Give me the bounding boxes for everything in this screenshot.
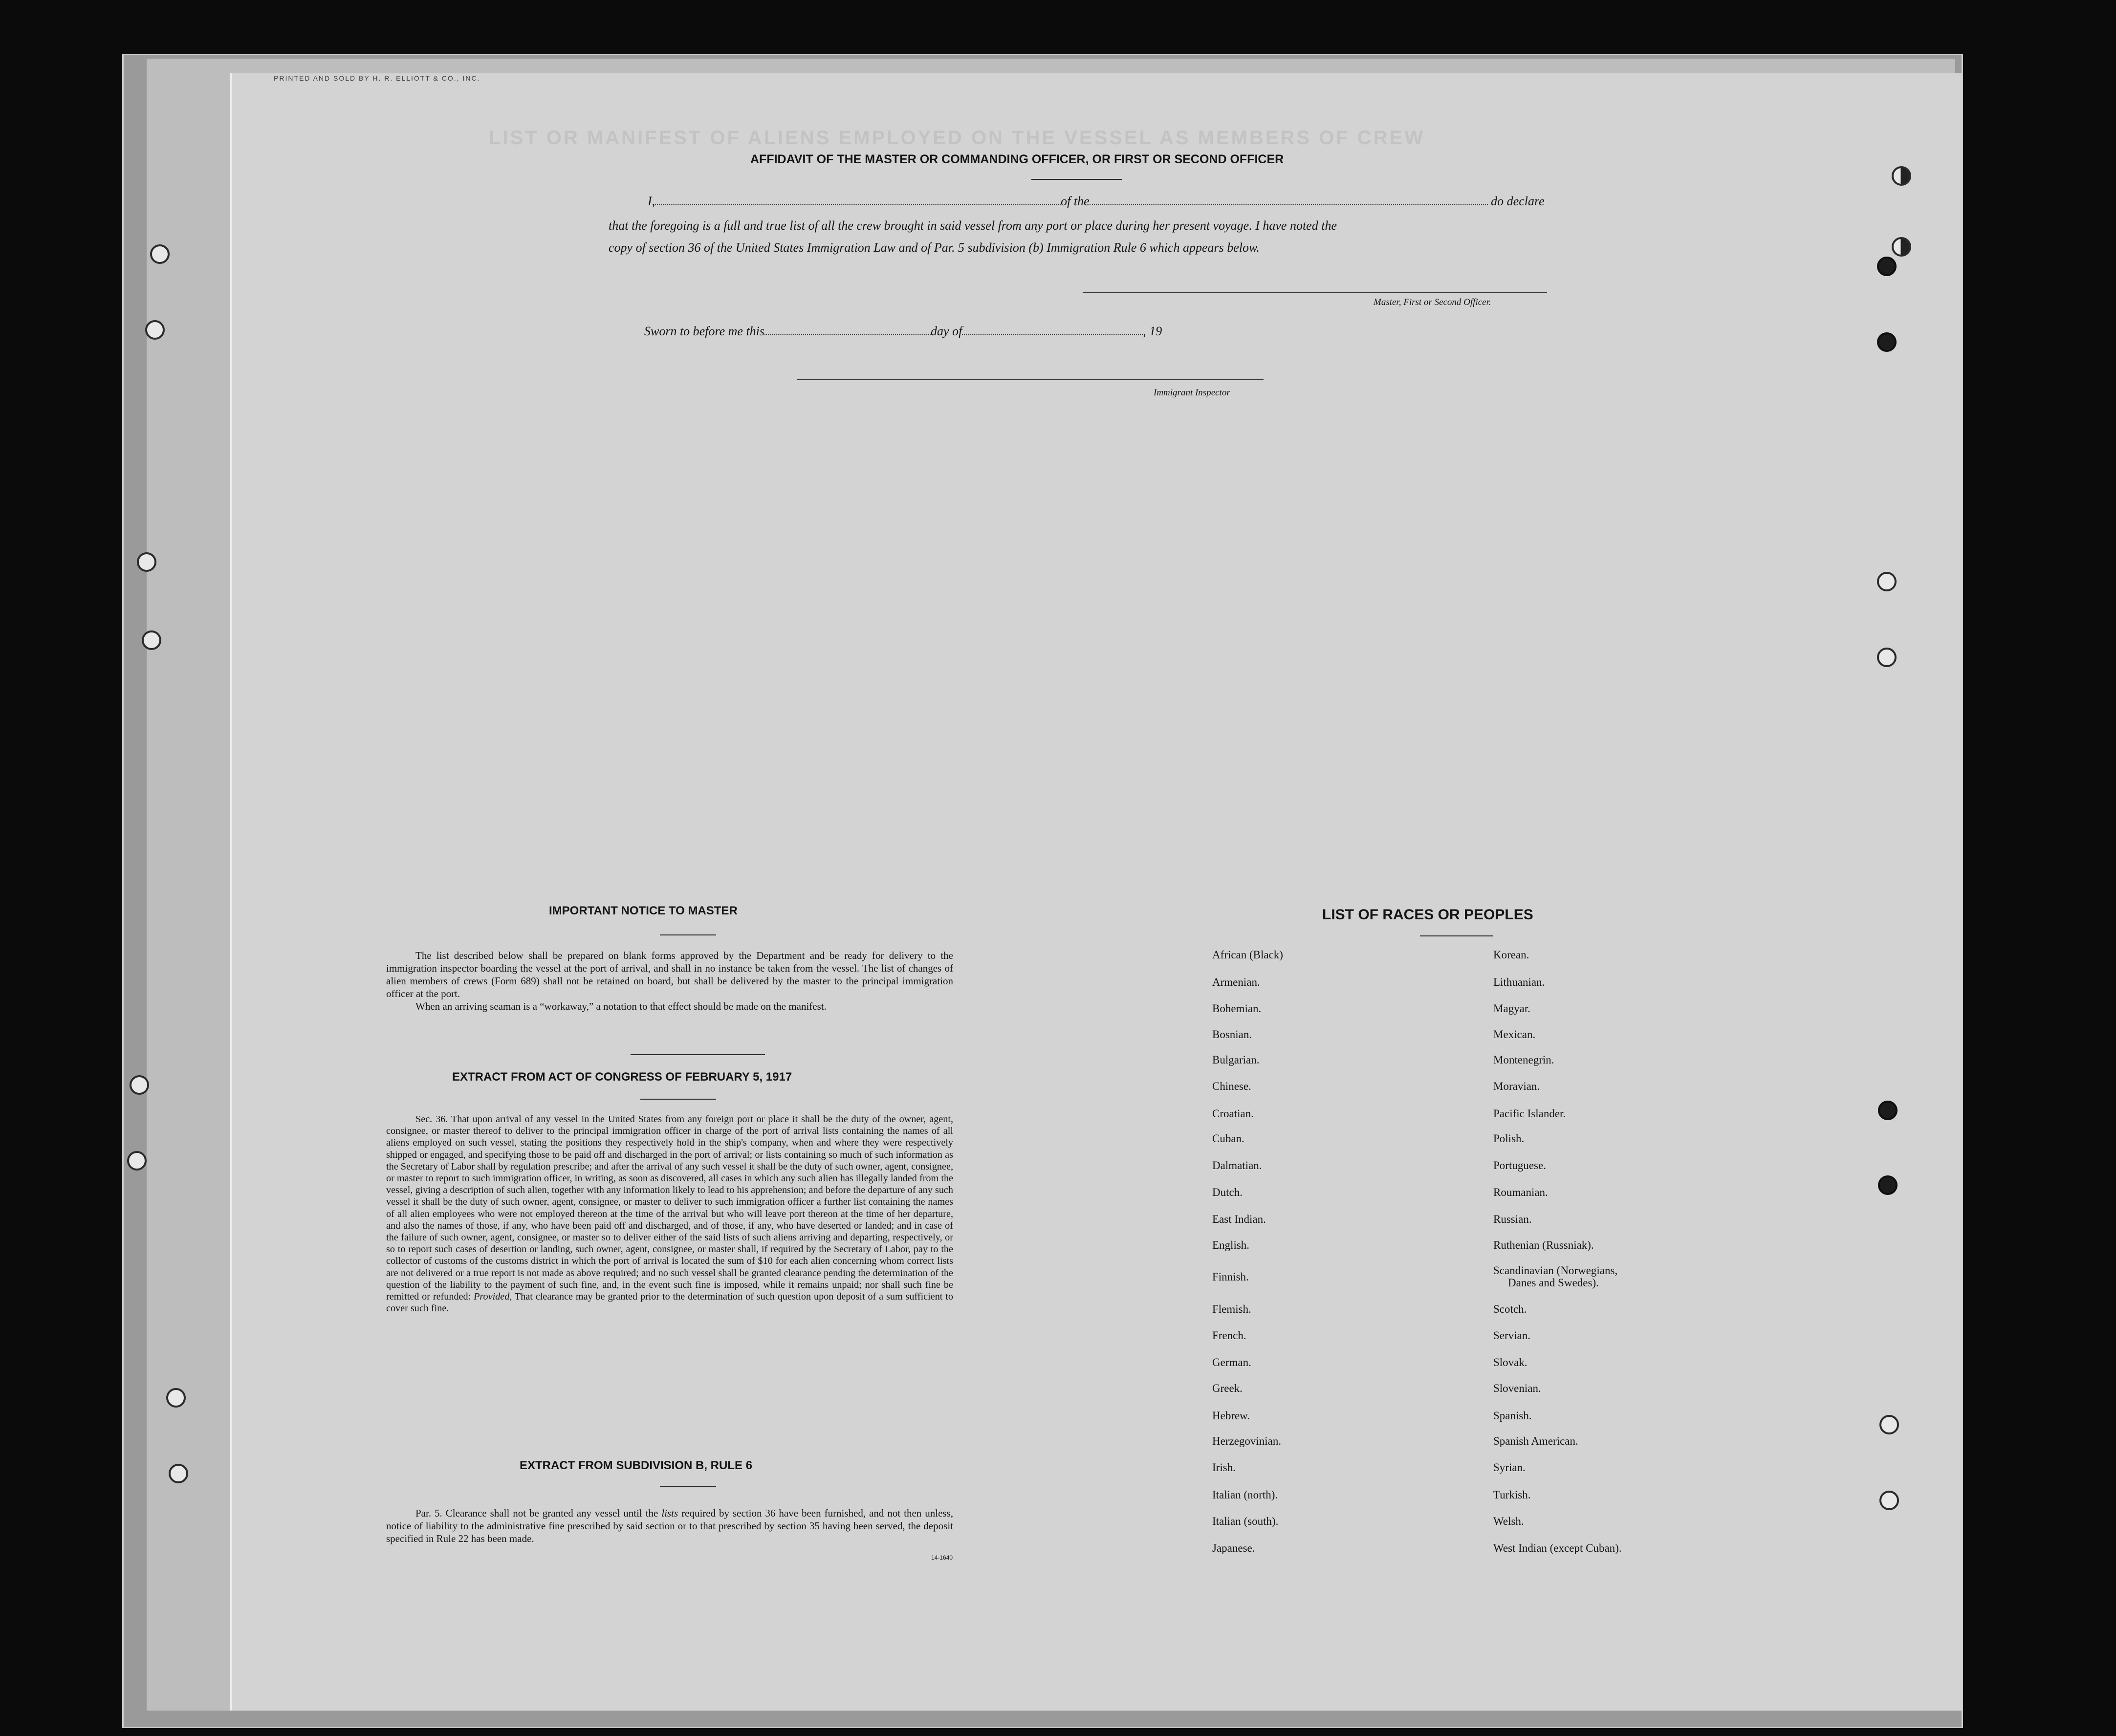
section-36-text-end: That clearance may be granted prior to the determination of such question upon deposit of a sum sufficient to cover such fine.: [386, 1291, 954, 1314]
race-right: Lithuanian.: [1493, 976, 1545, 988]
race-left: English.: [1212, 1239, 1250, 1251]
punch-hole-icon: [1879, 1491, 1899, 1510]
punch-hole-icon: [1878, 1101, 1898, 1120]
race-right: Spanish.: [1493, 1410, 1532, 1422]
race-left: Bosnian.: [1212, 1028, 1252, 1041]
affidavit-title-rule: [1031, 179, 1122, 180]
race-left: East Indian.: [1212, 1213, 1266, 1225]
race-left: Bohemian.: [1212, 1002, 1262, 1015]
race-right: Pacific Islander.: [1493, 1107, 1566, 1120]
extract-rule-text: [386, 1507, 953, 1545]
notice-title-rule: [660, 934, 716, 935]
race-left: Finnish.: [1212, 1271, 1249, 1283]
inspector-signature-line[interactable]: [797, 379, 1264, 380]
race-left: Bulgarian.: [1212, 1054, 1260, 1066]
races-title: LIST OF RACES OR PEOPLES: [1322, 907, 1533, 923]
race-right: Scotch.: [1493, 1303, 1527, 1315]
race-right: Portuguese.: [1493, 1159, 1546, 1172]
rule-text-a: Par. 5. Clearance shall not be granted any vessel until the: [415, 1507, 658, 1519]
race-left: Greek.: [1212, 1382, 1243, 1394]
bleed-through-text: LIST OR MANIFEST OF ALIENS EMPLOYED ON THE VESSEL AS MEMBERS OF CREW: [489, 127, 1425, 149]
race-right: Polish.: [1493, 1132, 1525, 1145]
master-signature-line[interactable]: [1083, 292, 1547, 293]
punch-hole-icon: [166, 1388, 186, 1408]
race-right: Spanish American.: [1493, 1435, 1578, 1447]
race-left: French.: [1212, 1329, 1246, 1342]
race-right: Ruthenian (Russniak).: [1493, 1239, 1594, 1251]
punch-hole-icon: [1892, 166, 1911, 186]
punch-hole-icon: [150, 244, 170, 264]
extract-rule-title-rule: [660, 1486, 716, 1487]
section-36-text: That upon arrival of any vessel in the United States from any foreign port or place it shall be the duty of the owner, agent, consignee, or master thereof to deliver to the principal immigration officer in charge of the port of arrival lists containing the names of all aliens employed on such vessel, stating the positions they respectively hold in the ship's company, when and where they were respectively shipped or engaged, and specifying those to be paid off and discharged in the port of arrival; or lists containing so much of such information as the Secretary of Labor shall by regulation prescribe; and after the arrival of any such vessel it shall be the duty of such owner, agent, consignee, or master to report to such immigration officer, in writing, as soon as discovered, all cases in which any such alien has illegally landed from the vessel, giving a description of such alien, together with any information likely to lead to his apprehension; and before the departure of any such vessel it shall be the duty of such owner, agent, consignee, or master to deliver to such immigration officer a further list containing the names of all alien employees who were not employed thereon at the time of the arrival but who will leave port thereon at the time of her departure, and also the names of those, if any, who have been paid off and discharged, and of those, if any, who have deserted or landed; and in case of the failure of such owner, agent, consignee, or master so to deliver either of the said lists of such aliens arriving and departing, respectively, or so to report such cases of desertion or landing, such owner, agent, consignee, or master shall, if required by the Secretary of Labor, pay to the collector of customs of the customs district in which the port of arrival is located the sum of $10 for each alien concerning whom correct lists are not delivered or a true report is not made as above required; and no such vessel shall be granted clearance pending the determination of the question of the liability to the payment of such fine, and, in the event such fine is imposed, while it remains unpaid; nor shall such fine be remitted or refunded:: [386, 1114, 953, 1302]
race-right: Magyar.: [1493, 1002, 1531, 1015]
race-left: Italian (south).: [1212, 1515, 1279, 1527]
extract-act-text: [386, 1113, 953, 1314]
race-left: Cuban.: [1212, 1132, 1244, 1145]
punch-hole-icon: [1892, 237, 1911, 257]
race-right-continuation: Danes and Swedes).: [1508, 1277, 1599, 1289]
affidavit-title: AFFIDAVIT OF THE MASTER OR COMMANDING OFFICER, OR FIRST OR SECOND OFFICER: [750, 152, 1284, 166]
form-sheet: [230, 73, 1962, 1711]
race-left: Chinese.: [1212, 1080, 1251, 1092]
punch-hole-icon: [1878, 1175, 1898, 1195]
race-left: Croatian.: [1212, 1107, 1254, 1120]
punch-hole-icon: [169, 1464, 188, 1483]
race-right: Roumanian.: [1493, 1186, 1548, 1198]
sworn-day-field[interactable]: [764, 326, 931, 335]
lists-word: lists: [661, 1507, 678, 1519]
race-left: Irish.: [1212, 1461, 1236, 1474]
punch-hole-icon: [1877, 572, 1897, 591]
year-label: , 19: [1143, 324, 1162, 338]
section-label: Sec. 36.: [415, 1114, 448, 1125]
race-right: Servian.: [1493, 1329, 1531, 1342]
race-left: African (Black): [1212, 949, 1283, 961]
sworn-month-field[interactable]: [962, 326, 1143, 335]
punch-hole-icon: [1877, 257, 1897, 276]
race-left: Italian (north).: [1212, 1489, 1278, 1501]
race-left: Herzegovinian.: [1212, 1435, 1282, 1447]
extract-rule-title: EXTRACT FROM SUBDIVISION B, RULE 6: [520, 1459, 753, 1472]
notice-text: [386, 949, 953, 1013]
rule-text-b: required by section 36 have been furnished, and not then unless, notice of liability to the administrative fine prescribed by said section or to that prescribed by section 35 having been served, the deposit specified in Rule 22 has been made.: [386, 1507, 953, 1544]
race-left: Dutch.: [1212, 1186, 1243, 1198]
race-right: Russian.: [1493, 1213, 1532, 1225]
punch-hole-icon: [127, 1151, 147, 1171]
punch-hole-icon: [142, 630, 161, 650]
race-right: West Indian (except Cuban).: [1493, 1542, 1622, 1554]
race-left: German.: [1212, 1356, 1251, 1368]
extract-act-title: EXTRACT FROM ACT OF CONGRESS OF FEBRUARY 5, 1917: [452, 1070, 792, 1084]
race-right: Slovak.: [1493, 1356, 1527, 1368]
punch-hole-icon: [1879, 1415, 1899, 1434]
punch-hole-icon: [137, 552, 156, 572]
inspector-caption: Immigrant Inspector: [1154, 388, 1230, 398]
notice-divider: [631, 1054, 765, 1055]
of-the-label: of the: [1061, 194, 1090, 208]
sworn-line: [644, 324, 1162, 339]
printer-line: PRINTED AND SOLD BY H. R. ELLIOTT & CO., INC.: [274, 74, 480, 82]
punch-hole-icon: [130, 1075, 149, 1095]
notice-paragraph-1: The list described below shall be prepared on blank forms approved by the Department and be ready for delivery to the immigration inspector boarding the vessel at the port of arrival, and shall in no instance be taken from the vessel. The list of changes of alien members of crews (Form 689) shall not be retained on board, but shall be delivered by the master to the principal immigration officer at the port.: [386, 950, 953, 999]
race-right: Turkish.: [1493, 1489, 1531, 1501]
extract-act-title-rule: [640, 1099, 716, 1100]
race-right: Syrian.: [1493, 1461, 1526, 1474]
race-right: Welsh.: [1493, 1515, 1524, 1527]
race-left: Dalmatian.: [1212, 1159, 1262, 1172]
race-right: Moravian.: [1493, 1080, 1540, 1092]
punch-hole-icon: [1877, 332, 1897, 352]
affidavit-line-1: [648, 194, 1545, 209]
vessel-field[interactable]: [1090, 195, 1488, 205]
affidavit-line-3: copy of section 36 of the United States Immigration Law and of Par. 5 subdivision (b) Immigration Rule 6 which appears below.: [609, 240, 1260, 255]
do-declare-label: do declare: [1491, 194, 1545, 208]
notice-paragraph-2: When an arriving seaman is a “workaway,” a notation to that effect should be made on the manifest.: [415, 1000, 827, 1012]
race-right: Montenegrin.: [1493, 1054, 1554, 1066]
race-left: Armenian.: [1212, 976, 1260, 988]
punch-hole-icon: [145, 320, 165, 340]
i-label: I,: [648, 194, 655, 208]
punch-hole-icon: [1877, 648, 1897, 667]
race-left: Japanese.: [1212, 1542, 1255, 1554]
races-title-rule: [1420, 935, 1493, 936]
race-right: Korean.: [1493, 949, 1529, 961]
affidavit-line-2: that the foregoing is a full and true list of all the crew brought in said vessel from any port or place during her present voyage. I have noted the: [609, 218, 1337, 233]
race-left: Flemish.: [1212, 1303, 1251, 1315]
day-of-label: day of: [931, 324, 962, 338]
race-right: Slovenian.: [1493, 1382, 1541, 1394]
race-left: Hebrew.: [1212, 1410, 1250, 1422]
provided-label: Provided,: [474, 1291, 512, 1302]
master-signature-caption: Master, First or Second Officer.: [1374, 297, 1491, 307]
name-field[interactable]: [655, 195, 1061, 205]
sworn-label: Sworn to before me this: [644, 324, 765, 338]
race-right: Mexican.: [1493, 1028, 1536, 1041]
notice-title: IMPORTANT NOTICE TO MASTER: [549, 904, 738, 917]
race-right: Scandinavian (Norwegians,: [1493, 1264, 1618, 1277]
form-number: 14-1640: [931, 1554, 953, 1561]
